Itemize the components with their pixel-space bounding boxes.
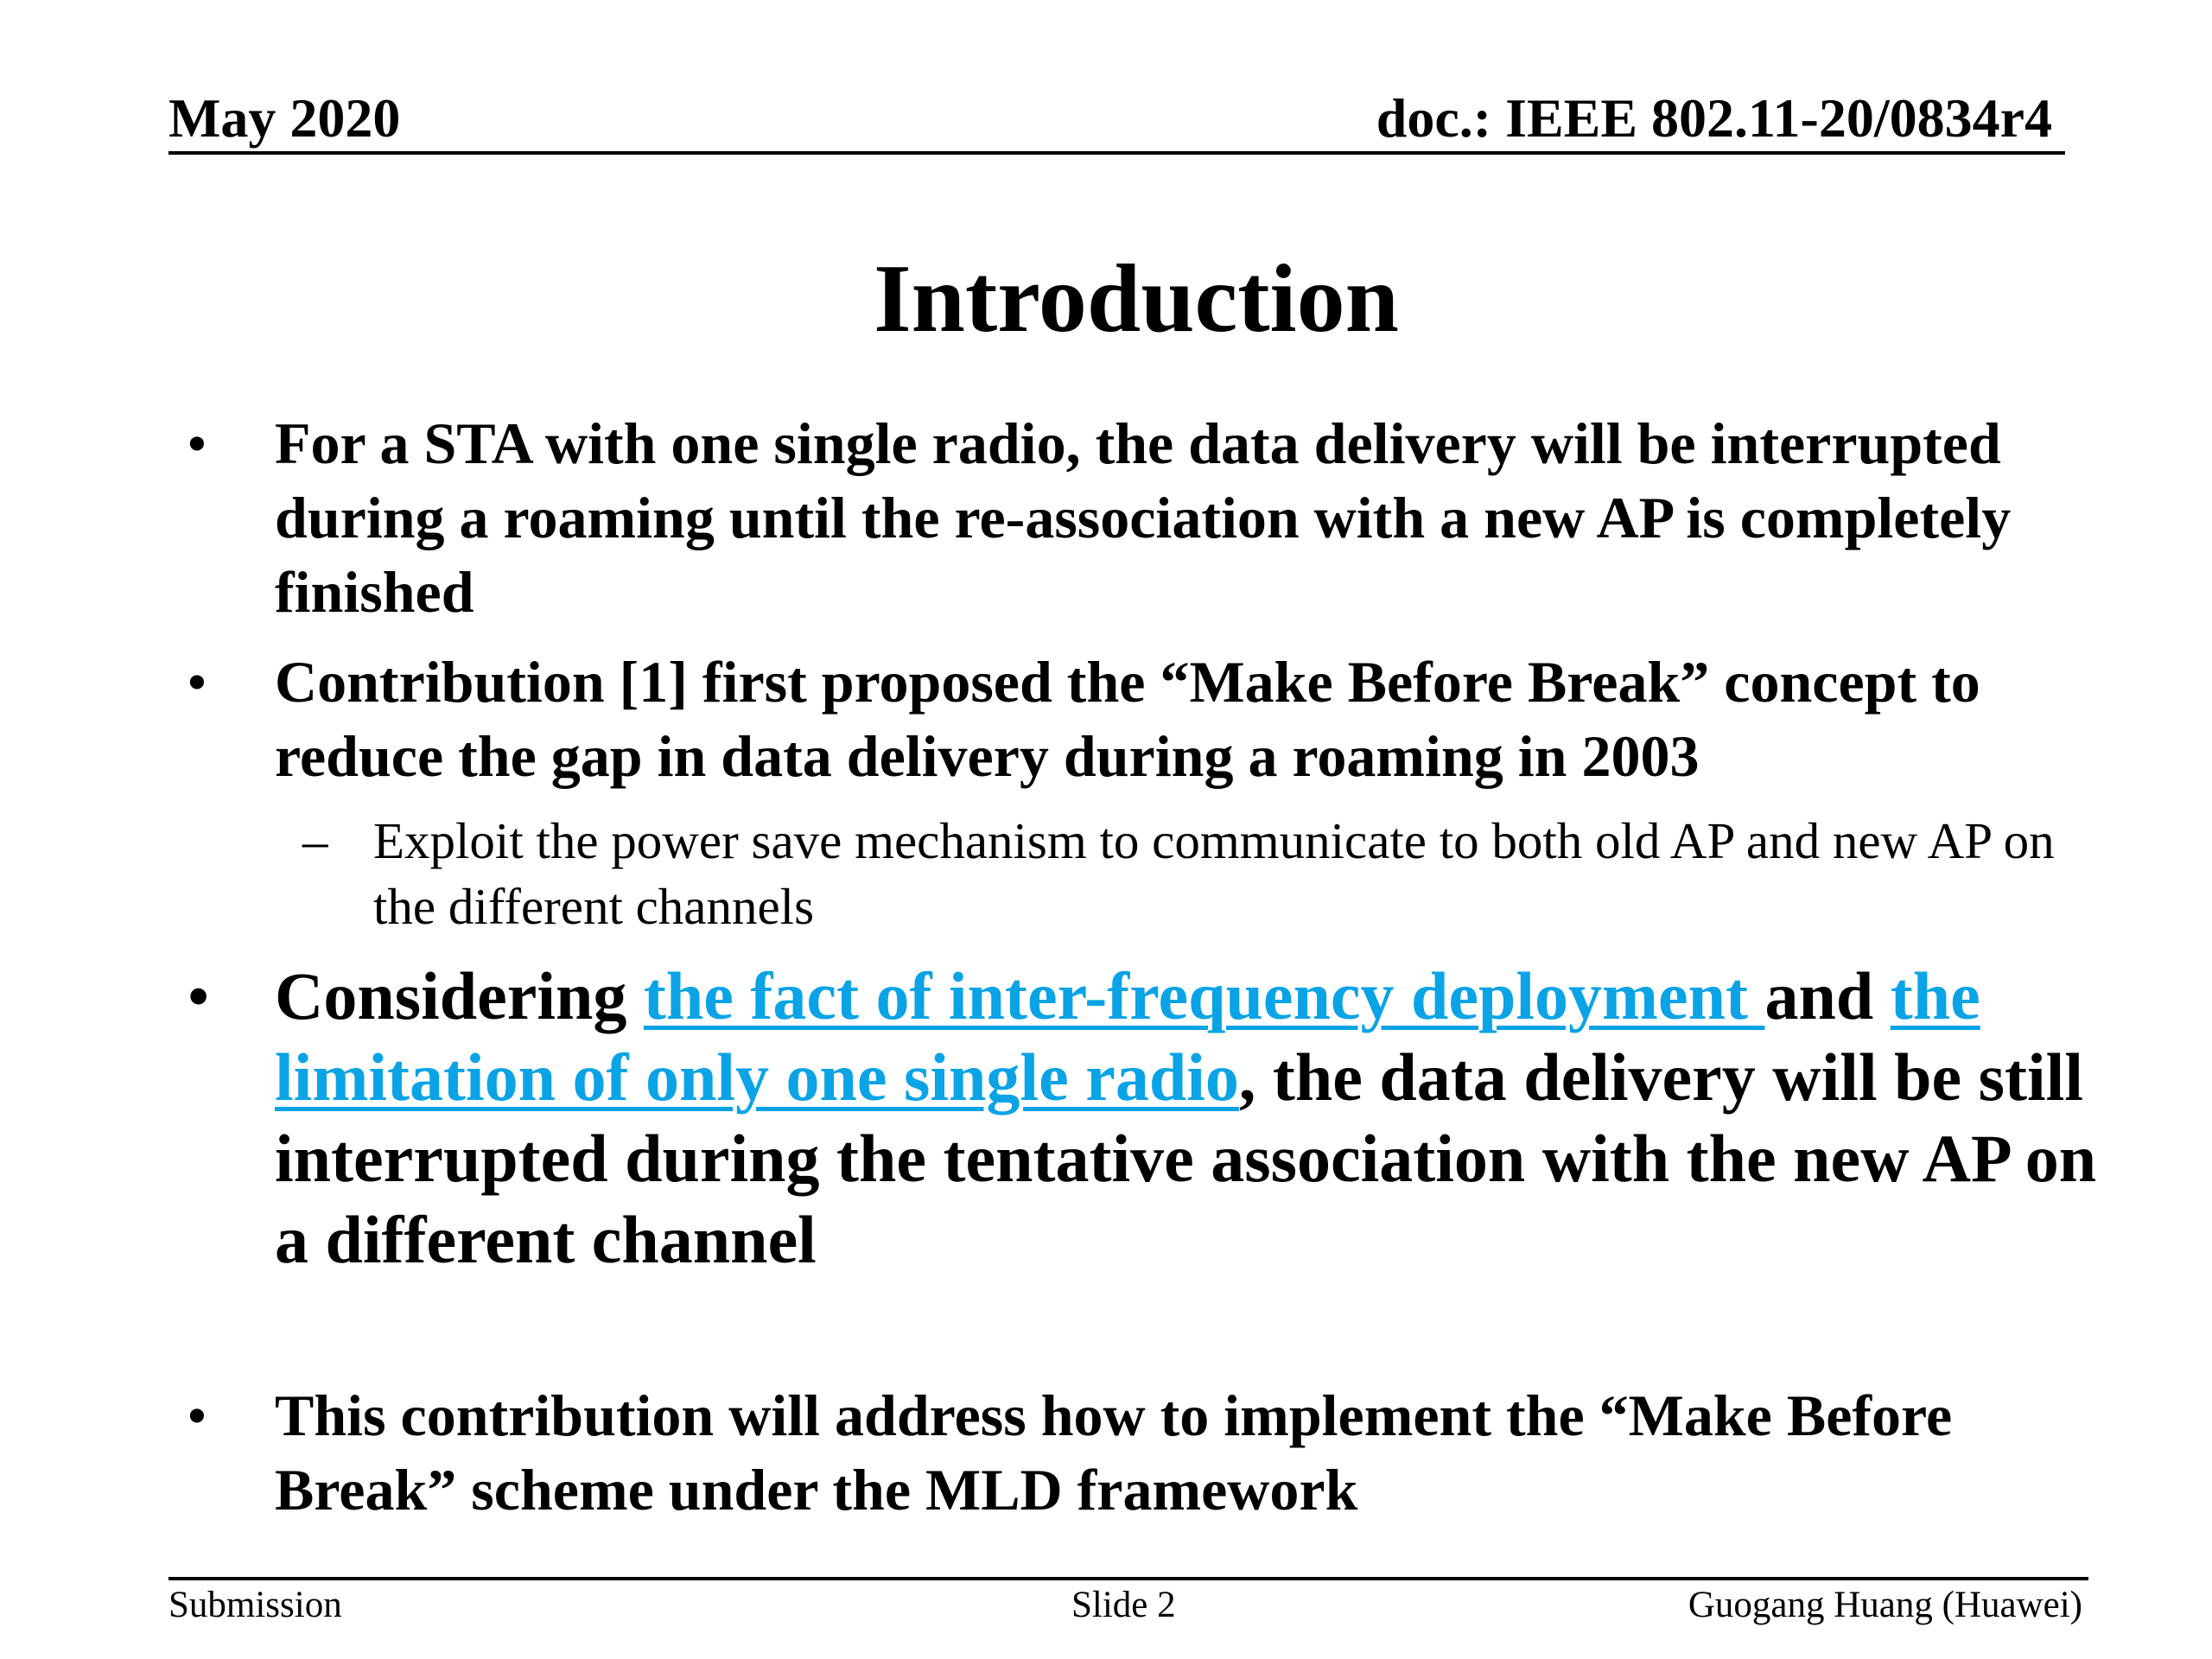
bullet-text: This contribution will address how to implement the “Make Before Break” scheme under the MLD framework [275,1382,1953,1522]
dash-icon: – [302,812,328,869]
bullet-item [187,406,2107,629]
bullet-item [187,1378,2107,1527]
slide-title: Introduction [874,245,1399,353]
bullet-dot-icon: • [187,649,207,715]
sub-bullet-text: Exploit the power save mechanism to communicate to both old AP and new AP on the different channels [373,812,2055,935]
bullet-text-part: and [1764,958,1891,1033]
bullet-text: Contribution [1] first proposed the “Make Before Break” concept to reduce the gap in data delivery during a roaming in 2003 [275,649,1980,789]
header-doc-id: doc.: IEEE 802.11-20/0834r4 [1376,87,2052,149]
bullet-dot-icon: • [187,1382,207,1448]
bullet-text-part: , the data delivery will be still interrupted during the tentative association with the new AP on a different channel [275,1039,2097,1277]
footer-divider [168,1577,2088,1580]
bullet-item [187,645,2107,793]
footer-author: Guogang Huang (Huawei) [1688,1585,2082,1625]
slide-header [168,82,2065,155]
bullet-dot-icon: • [187,410,207,476]
single-radio-link[interactable]: the limitation of only one single radio [275,958,1980,1115]
sub-bullet-item [302,808,2101,939]
bullet-item [187,956,2107,1281]
bullet-text: For a STA with one single radio, the data delivery will be interrupted during a roaming until the re-association with a new AP is completely finished [275,410,2012,625]
inter-frequency-link[interactable]: the fact of inter-frequency deployment [643,958,1765,1033]
bullet-text-part: Considering [275,958,644,1033]
footer-submission: Submission [168,1585,342,1625]
bullet-dot-icon: • [187,958,211,1033]
footer-slide-number: Slide 2 [1071,1585,1176,1625]
header-date: May 2020 [168,87,401,149]
